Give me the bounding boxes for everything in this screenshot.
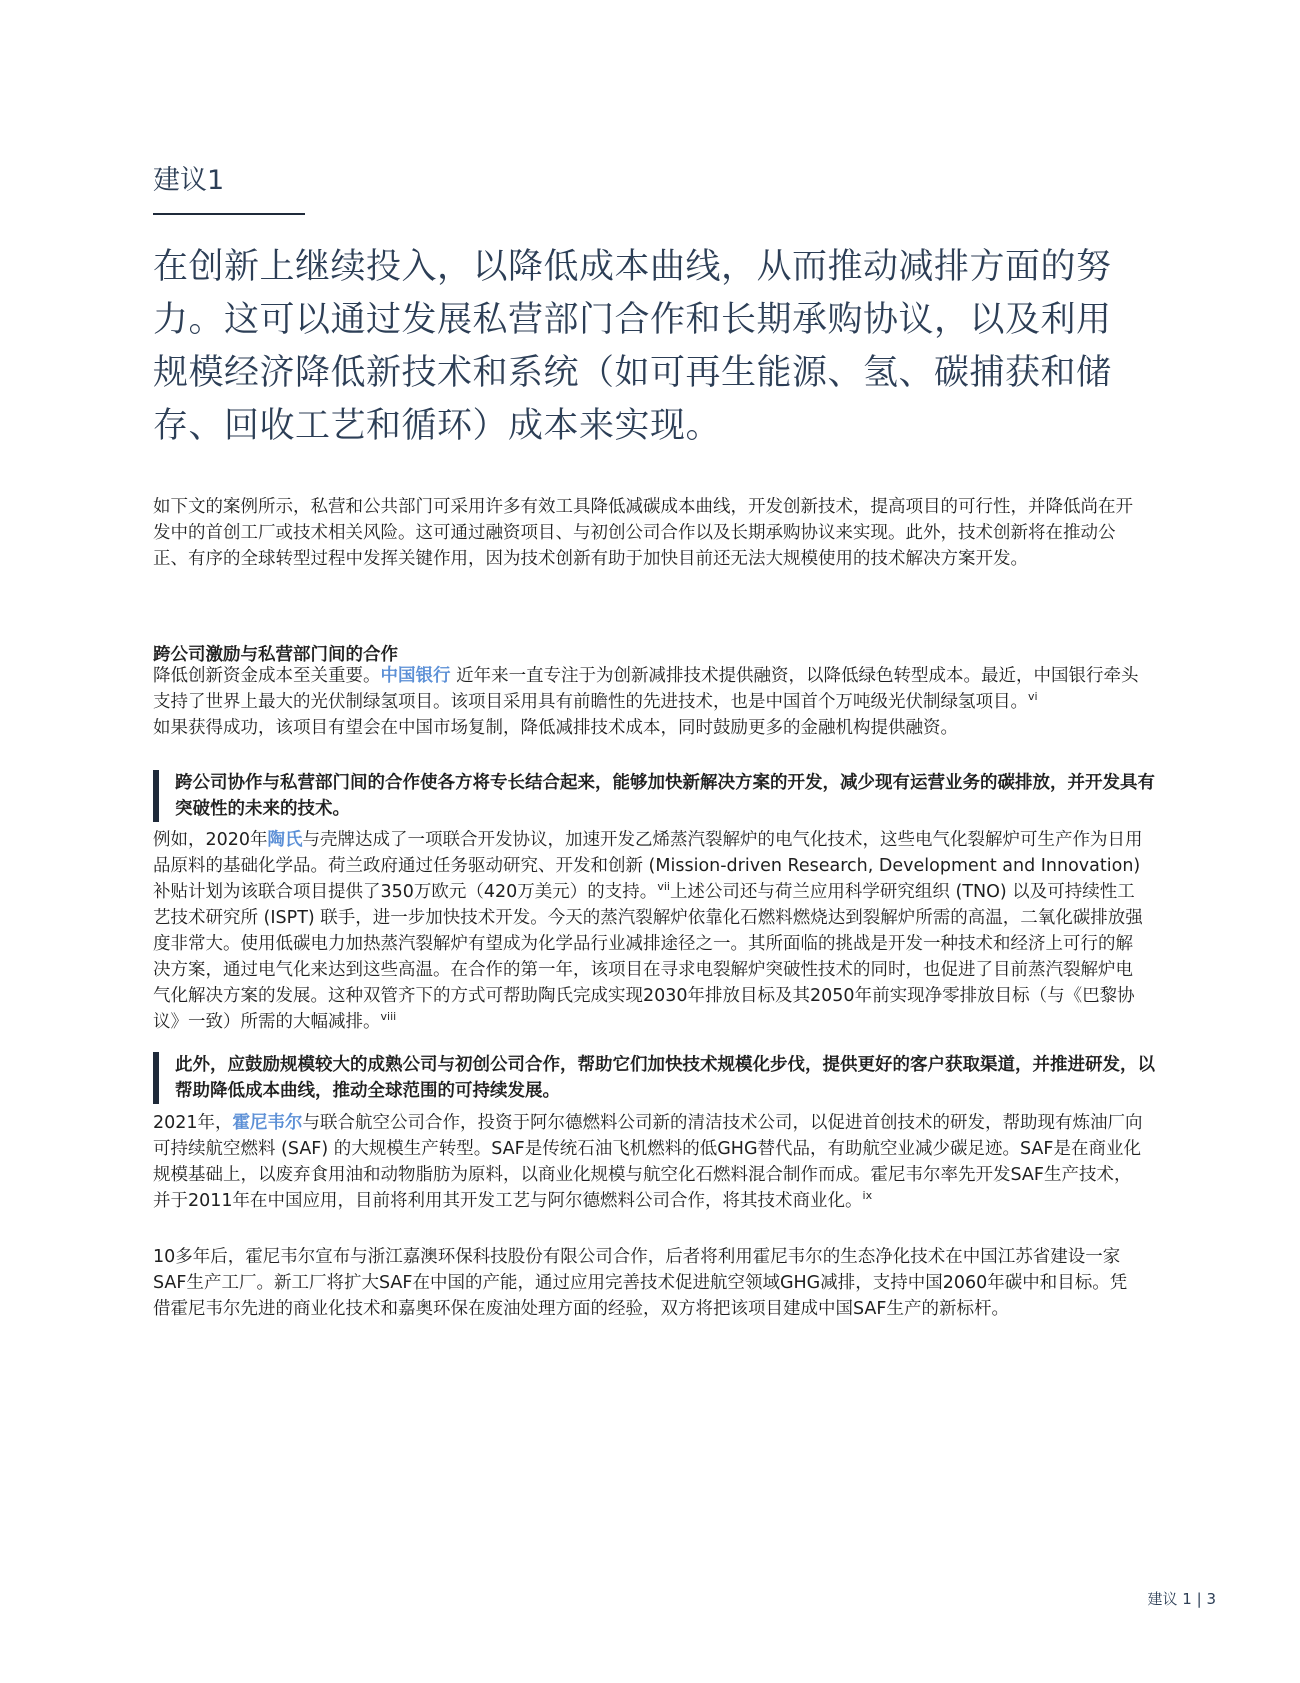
boc-link[interactable]: 中国银行 (380, 666, 451, 686)
honeywell-link[interactable]: 霍尼韦尔 (232, 1113, 303, 1133)
boc-text-pre: 降低创新资金成本至关重要。 (153, 666, 381, 686)
dow-text-mid: 与壳牌达成了一项联合开发协议，加速开发乙烯蒸汽裂解炉的电气化技术，这些电气化裂解炉可生产作为日用品原料的基础化学品。荷兰政府通过任务驱动研究、开发和创新 (Mission-driven Research, Development and Innovation) 补贴计划为该联合项目提供了350万欧元（420万美元）的支持。 (153, 830, 1143, 902)
section-label: 建议1 (153, 165, 225, 196)
dow-link[interactable]: 陶氏 (267, 830, 303, 850)
honeywell-paragraph (153, 1110, 1143, 1214)
dow-footnote-ref-vii[interactable]: vii (657, 880, 670, 894)
honeywell-text-pre: 2021年， (153, 1113, 233, 1133)
closing-paragraph: 10多年后，霍尼韦尔宣布与浙江嘉澳环保科技股份有限公司合作，后者将利用霍尼韦尔的生态净化技术在中国江苏省建设一家SAF生产工厂。新工厂将扩大SAF在中国的产能，通过应用完善技术促进航空领域GHG减排，支持中国2060年碳中和目标。凭借霍尼韦尔先进的商业化技术和嘉奥环保在废油处理方面的经验，双方将把该项目建成中国SAF生产的新标杆。 (153, 1247, 1128, 1319)
dow-text-post: 上述公司还与荷兰应用科学研究组织 (TNO) 以及可持续性工艺技术研究所 (ISPT) 联手，进一步加快技术开发。今天的蒸汽裂解炉依靠化石燃料燃烧达到裂解炉所需的高温，二氧化碳排放强度非常大。使用低碳电力加热蒸汽裂解炉有望成为化学品行业减排途径之一。其所面临的挑战是开发一种技术和经济上可行的解决方案，通过电气化来达到这些高温。在合作的第一年，该项目在寻求电裂解炉突破性技术的同时，也促进了目前蒸汽裂解炉电气化解决方案的发展。这种双管齐下的方式可帮助陶氏完成实现2030年排放目标及其2050年前实现净零排放目标（与《巴黎协议》一致）所需的大幅减排。 (153, 882, 1143, 1032)
boc-footnote-ref[interactable]: vi (1028, 690, 1038, 704)
honeywell-footnote-ref[interactable]: ix (862, 1189, 873, 1203)
footer-section: 建议 1 (1147, 1590, 1192, 1608)
honeywell-text-mid: 与联合航空公司合作，投资于阿尔德燃料公司新的清洁技术公司，以促进首创技术的研发，帮助现有炼油厂向可持续航空燃料 (SAF) 的大规模生产转型。SAF是传统石油飞机燃料的低GHG替代品，有助航空业减少碳足迹。SAF是在商业化规模基础上，以废弃食用油和动物脂肪为原料，以商业化规模与航空化石燃料混合制作而成。霍尼韦尔率先开发SAF生产技术，并于2011年在中国应用，目前将利用其开发工艺与阿尔德燃料公司合作，将其技术商业化。 (153, 1113, 1143, 1211)
boc-text-post: 如果获得成功，该项目有望会在中国市场复制，降低减排技术成本，同时鼓励更多的金融机构提供融资。 (153, 718, 958, 738)
subheading-collaboration: 跨公司激励与私营部门间的合作 (153, 645, 398, 665)
dow-paragraph (153, 827, 1143, 1035)
recommendation-headline: 在创新上继续投入，以降低成本曲线，从而推动减排方面的努力。这可以通过发展私营部门合作和长期承购协议，以及利用规模经济降低新技术和系统（如可再生能源、氢、碳捕获和储存、回收工艺和循环）成本来实现。 (153, 247, 1112, 446)
page-number: 3 (1206, 1590, 1216, 1608)
footer-separator: | (1196, 1590, 1202, 1608)
boc-text-mid: 近年来一直专注于为创新减排技术提供融资，以降低绿色转型成本。最近，中国银行牵头支持了世界上最大的光伏制绿氢项目。该项目采用具有前瞻性的先进技术，也是中国首个万吨级光伏制绿氢项目。 (153, 666, 1139, 712)
callout-collaboration: 跨公司协作与私营部门间的合作使各方将专长结合起来，能够加快新解决方案的开发，减少现有运营业务的碳排放，并开发具有突破性的未来的技术。 (153, 770, 1165, 822)
section-divider (153, 213, 305, 215)
callout-startups: 此外，应鼓励规模较大的成熟公司与初创公司合作，帮助它们加快技术规模化步伐，提供更好的客户获取渠道，并推进研发，以帮助降低成本曲线，推动全球范围的可持续发展。 (153, 1052, 1165, 1104)
dow-footnote-ref-viii[interactable]: viii (380, 1010, 397, 1024)
intro-paragraph: 如下文的案例所示，私营和公共部门可采用许多有效工具降低减碳成本曲线，开发创新技术，提高项目的可行性，并降低尚在开发中的首创工厂或技术相关风险。这可通过融资项目、与初创公司合作以及长期承购协议来实现。此外，技术创新将在推动公正、有序的全球转型过程中发挥关键作用，因为技术创新有助于加快目前还无法大规模使用的技术解决方案开发。 (153, 497, 1133, 569)
boc-paragraph (153, 663, 1143, 741)
page-footer (1148, 1588, 1216, 1609)
dow-text-pre: 例如，2020年 (153, 830, 268, 850)
